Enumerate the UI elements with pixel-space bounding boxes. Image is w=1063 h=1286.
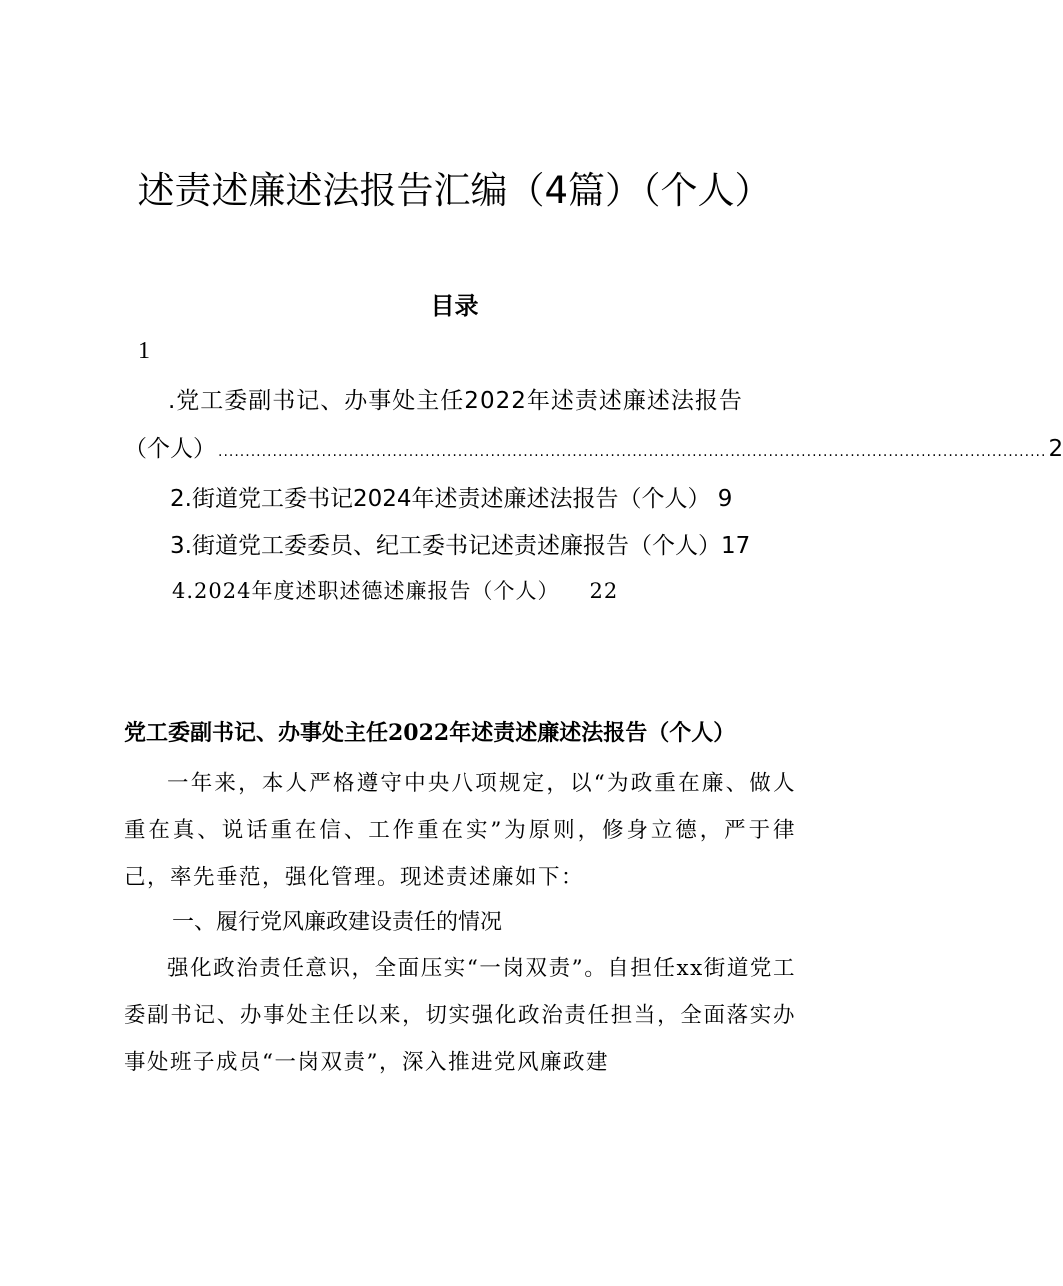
section-subheading-1: 一、履行党风廉政建设责任的情况: [172, 910, 503, 935]
document-title: 述责述廉述法报告汇编（4篇）（个人）: [137, 169, 772, 212]
toc-entry-1-page: 2: [1048, 436, 1063, 462]
toc-entry-2[interactable]: [170, 480, 732, 513]
toc-stray-number: 1: [138, 338, 150, 364]
toc-entry-1-suffix: （个人）: [124, 436, 216, 462]
toc-entry-2-page: 9: [717, 486, 733, 512]
toc-leader-dots: ........................................................................................................................................................: [218, 444, 1047, 460]
toc-entry-1-line-2[interactable]: [124, 430, 1063, 463]
toc-entry-4[interactable]: [172, 575, 618, 605]
toc-entry-3[interactable]: [170, 527, 750, 560]
toc-entry-4-text: 4.2024年度述职述德述廉报告（个人）: [172, 579, 560, 603]
toc-entry-3-text: 3.街道党工委委员、纪工委书记述责述廉报告（个人）: [170, 533, 721, 559]
toc-heading: 目录: [430, 291, 479, 320]
toc-entry-4-page: 22: [589, 579, 619, 603]
body-paragraph-2: 强化政治责任意识，全面压实“一岗双责”。自担任xx街道党工委副书记、办事处主任以来，切实强化政治责任担当，全面落实办事处班子成员“一岗双责”，深入推进党风廉政建: [124, 956, 796, 1075]
toc-entry-1-line-1[interactable]: .党工委副书记、办事处主任2022年述责述廉述法报告: [168, 388, 743, 414]
toc-entry-3-page: 17: [720, 533, 751, 559]
body-paragraph-1: 一年来，本人严格遵守中央八项规定，以“为政重在廉、做人重在真、说话重在信、工作重在实”为原则，修身立德，严于律己，率先垂范，强化管理。现述责述廉如下：: [124, 771, 796, 890]
toc-entry-2-text: 2.街道党工委书记2024年述责述廉述法报告（个人）: [170, 486, 711, 512]
section-title: 党工委副书记、办事处主任2022年述责述廉述法报告（个人）: [124, 720, 736, 746]
